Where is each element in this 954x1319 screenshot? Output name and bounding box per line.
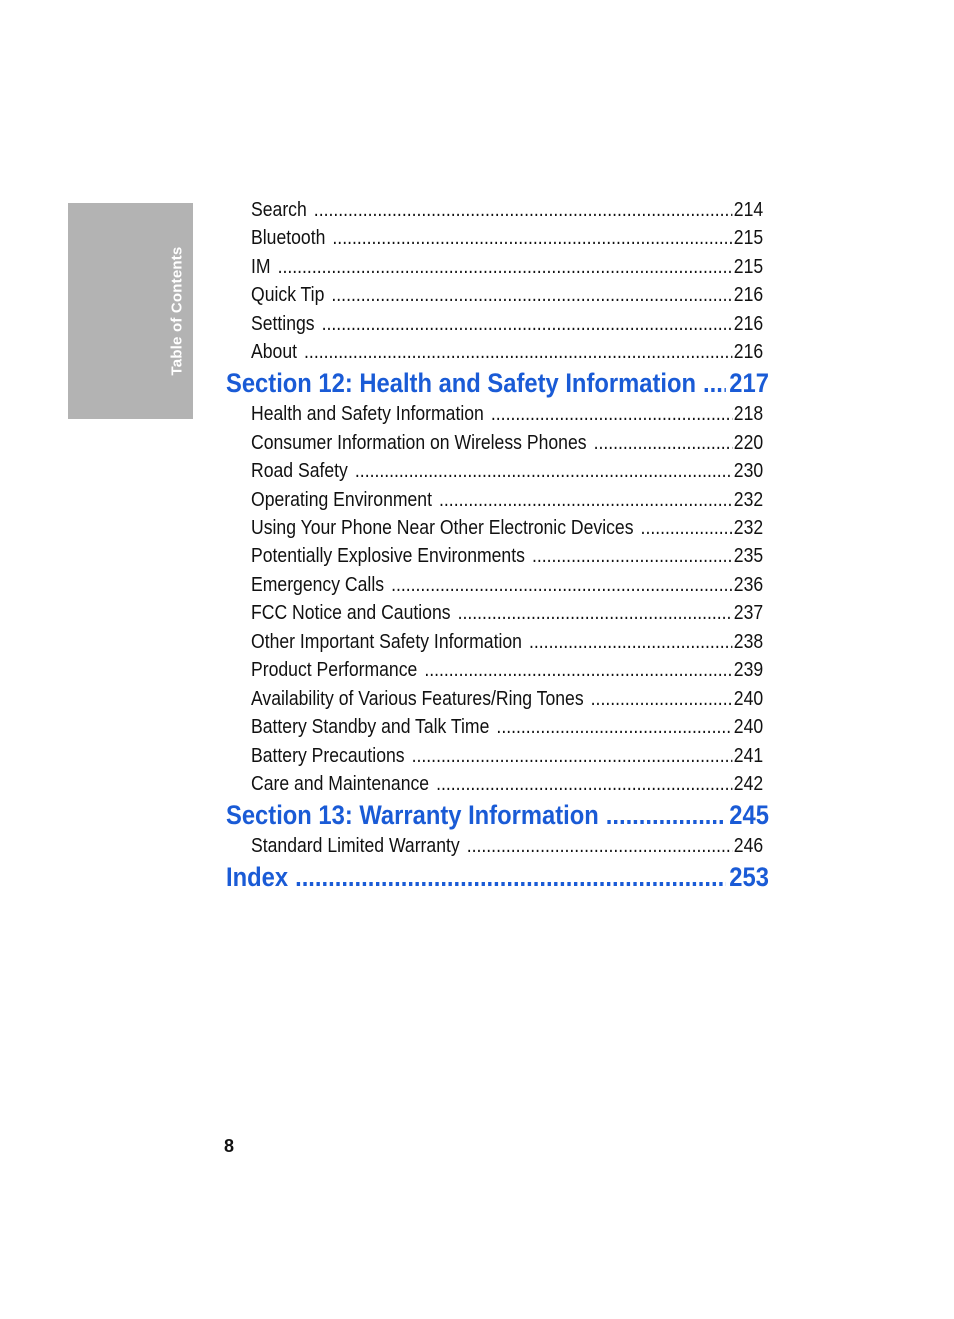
toc-entry-battery-precautions[interactable]: Battery Precautions ..... 241: [251, 743, 763, 769]
toc-entry-settings[interactable]: Settings ..... 216: [251, 311, 763, 337]
toc-entry-battery-standby[interactable]: Battery Standby and Talk Time ..... 240: [251, 714, 763, 740]
toc-entry-quick-tip[interactable]: Quick Tip ..... 216: [251, 282, 763, 308]
page-number: 8: [224, 1136, 235, 1156]
toc-section-12[interactable]: Section 12: Health and Safety Information ..... 217: [226, 366, 769, 400]
toc-entry-product-performance[interactable]: Product Performance ..... 239: [251, 657, 763, 683]
toc-entry-road-safety[interactable]: Road Safety ..... 230: [251, 458, 763, 484]
toc-entry-emergency-calls[interactable]: Emergency Calls ..... 236: [251, 572, 763, 598]
toc-entry-health-safety[interactable]: Health and Safety Information ..... 218: [251, 401, 763, 427]
toc-entry-fcc-notice[interactable]: FCC Notice and Cautions ..... 237: [251, 600, 763, 626]
toc-entry-search[interactable]: Search ..... 214: [251, 197, 763, 223]
toc-section-13[interactable]: Section 13: Warranty Information ..... 245: [226, 798, 769, 832]
toc-entry-bluetooth[interactable]: Bluetooth ..... 215: [251, 225, 763, 251]
toc-entry-limited-warranty[interactable]: Standard Limited Warranty ..... 246: [251, 833, 763, 859]
toc-entry-im[interactable]: IM ..... 215: [251, 254, 763, 280]
toc-entry-explosive-environments[interactable]: Potentially Explosive Environments ..... 235: [251, 543, 763, 569]
toc-entry-care-maintenance[interactable]: Care and Maintenance ..... 242: [251, 771, 763, 797]
toc-entry-consumer-info[interactable]: Consumer Information on Wireless Phones ..... 220: [251, 430, 763, 456]
toc-entry-other-safety[interactable]: Other Important Safety Information ..... 238: [251, 629, 763, 655]
toc-entry-availability[interactable]: Availability of Various Features/Ring Tones ..... 240: [251, 686, 763, 712]
toc-entry-about[interactable]: About ..... 216: [251, 339, 763, 365]
toc-index[interactable]: Index ..... 253: [226, 860, 769, 894]
side-tab-label: Table of Contents: [168, 246, 186, 376]
toc-entry-operating-environment[interactable]: Operating Environment ..... 232: [251, 487, 763, 513]
toc-entry-electronic-devices[interactable]: Using Your Phone Near Other Electronic Devices ..... 232: [251, 515, 763, 541]
